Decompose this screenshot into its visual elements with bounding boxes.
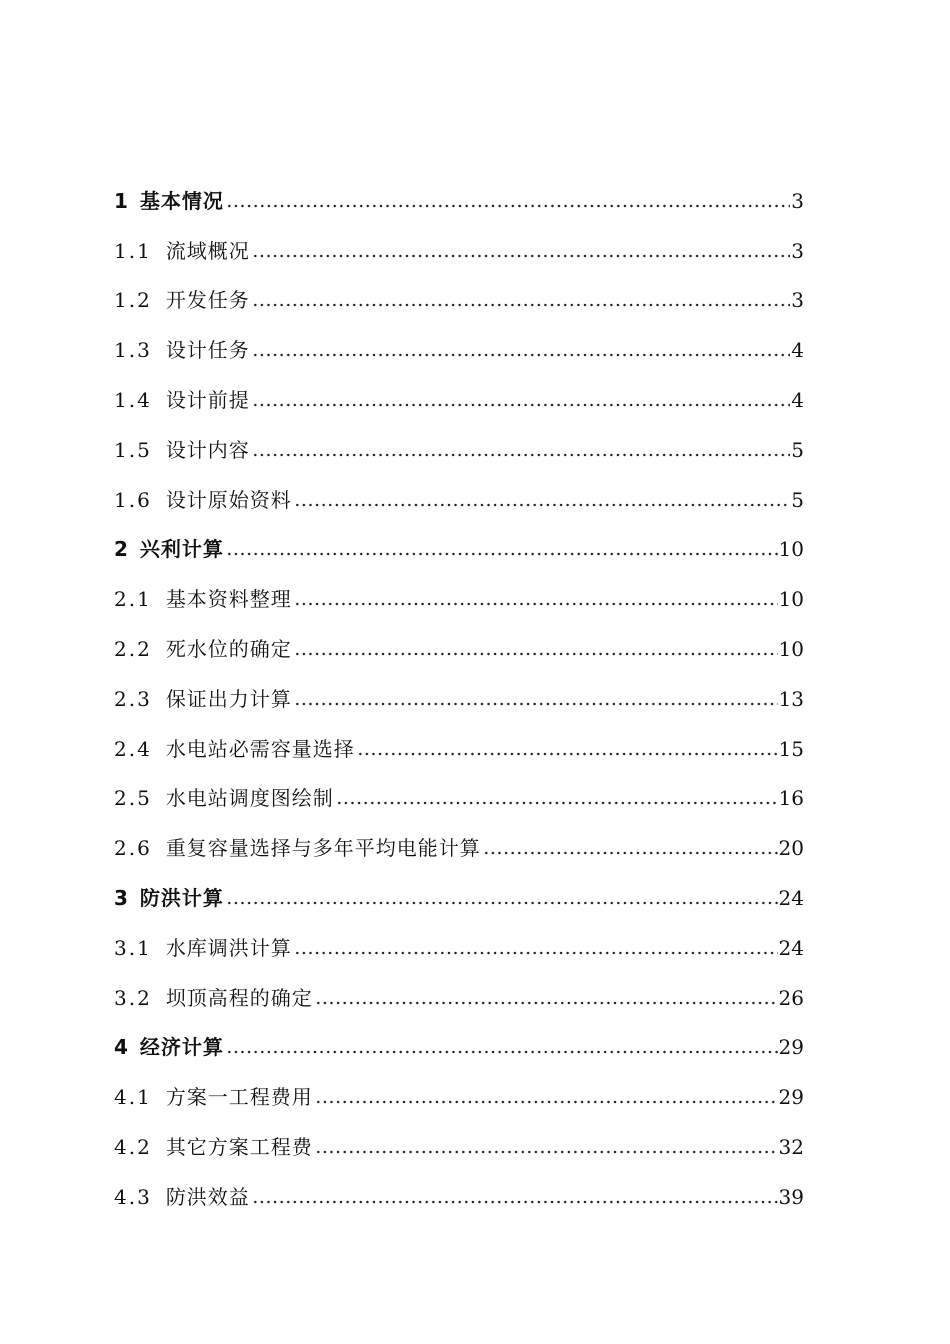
dot-leader [294,651,778,657]
toc-entry-title: 设计原始资料 [165,487,292,512]
toc-entry-title: 基本资料整理 [165,587,292,612]
toc-section-entry[interactable] [114,1172,804,1222]
toc-entry-number: 1.1 [114,238,152,263]
toc-entry-page-number: 39 [778,1184,804,1209]
toc-section-entry[interactable] [114,325,804,375]
toc-entry-title: 设计内容 [165,437,250,462]
dot-leader [315,1099,778,1105]
toc-entry-page-number: 24 [778,885,804,910]
toc-entry-number: 1.2 [114,288,152,313]
toc-entry-title: 基本情况 [139,188,224,213]
toc-entry-title: 经济计算 [139,1035,224,1060]
dot-leader [315,1149,778,1155]
toc-entry-number: 4.1 [114,1085,152,1110]
toc-entry-title: 防洪计算 [139,885,224,910]
toc-section-entry[interactable] [114,973,804,1023]
toc-section-entry[interactable] [114,774,804,824]
toc-entry-number: 1.3 [114,338,152,363]
toc-entry-number: 1.4 [114,387,152,412]
toc-section-entry[interactable] [114,724,804,774]
dot-leader [294,701,778,707]
toc-section-entry[interactable] [114,276,804,326]
toc-chapter-entry[interactable] [114,176,804,226]
dot-leader [226,203,790,209]
toc-entry-number: 2.3 [114,686,152,711]
toc-section-entry[interactable] [114,375,804,425]
toc-entry-page-number: 4 [791,338,804,363]
toc-entry-title: 兴利计算 [139,537,224,562]
dot-leader [226,1049,778,1055]
toc-entry-page-number: 10 [778,537,804,562]
toc-entry-title: 开发任务 [165,288,250,313]
dot-leader [336,800,778,806]
dot-leader [226,551,778,557]
toc-entry-title: 防洪效益 [165,1184,250,1209]
toc-entry-title: 保证出力计算 [165,686,292,711]
dot-leader [483,850,778,856]
dot-leader [252,302,790,308]
toc-entry-title: 坝顶高程的确定 [165,985,313,1010]
toc-entry-number: 3.2 [114,985,152,1010]
dot-leader [294,601,778,607]
toc-entry-title: 重复容量选择与多年平均电能计算 [165,836,481,861]
toc-entry-title: 方案一工程费用 [165,1085,313,1110]
toc-entry-title: 水库调洪计算 [165,935,292,960]
toc-entry-page-number: 24 [778,935,804,960]
toc-section-entry[interactable] [114,226,804,276]
toc-entry-page-number: 3 [791,288,804,313]
toc-entry-page-number: 13 [778,686,804,711]
toc-section-entry[interactable] [114,475,804,525]
toc-entry-title: 水电站调度图绘制 [165,786,334,811]
toc-section-entry[interactable] [114,674,804,724]
toc-entry-number: 2.1 [114,587,152,612]
toc-entry-page-number: 32 [778,1134,804,1159]
toc-entry-page-number: 20 [778,836,804,861]
toc-entry-number: 2 [114,537,128,562]
toc-entry-title: 设计任务 [165,338,250,363]
toc-entry-number: 4 [114,1035,128,1060]
toc-section-entry[interactable] [114,574,804,624]
toc-entry-title: 死水位的确定 [165,636,292,661]
toc-entry-title: 水电站必需容量选择 [165,736,355,761]
toc-entry-page-number: 5 [791,487,804,512]
toc-entry-number: 2.5 [114,786,152,811]
toc-entry-page-number: 4 [791,387,804,412]
toc-entry-number: 1.5 [114,437,152,462]
dot-leader [315,1000,778,1006]
toc-entry-page-number: 3 [791,188,804,213]
dot-leader [252,253,790,259]
dot-leader [252,402,790,408]
toc-section-entry[interactable] [114,425,804,475]
dot-leader [294,502,790,508]
toc-entry-page-number: 26 [778,985,804,1010]
toc-entry-page-number: 15 [778,736,804,761]
toc-entry-page-number: 3 [791,238,804,263]
dot-leader [294,950,778,956]
toc-section-entry[interactable] [114,923,804,973]
toc-entry-number: 4.3 [114,1184,152,1209]
toc-entry-page-number: 29 [778,1035,804,1060]
toc-entry-page-number: 29 [778,1085,804,1110]
dot-leader [252,352,790,358]
toc-entry-page-number: 10 [778,636,804,661]
toc-entry-title: 设计前提 [165,387,250,412]
dot-leader [252,1199,778,1205]
dot-leader [226,900,778,906]
toc-section-entry[interactable] [114,624,804,674]
toc-entry-number: 1 [114,188,128,213]
toc-entry-title: 其它方案工程费 [165,1134,313,1159]
table-of-contents [114,176,804,1222]
toc-entry-page-number: 16 [778,786,804,811]
toc-chapter-entry[interactable] [114,1023,804,1073]
toc-entry-number: 2.2 [114,636,152,661]
toc-entry-number: 1.6 [114,487,152,512]
toc-section-entry[interactable] [114,1072,804,1122]
toc-entry-number: 3 [114,885,128,910]
dot-leader [252,452,790,458]
toc-entry-page-number: 10 [778,587,804,612]
toc-chapter-entry[interactable] [114,525,804,575]
dot-leader [357,751,778,757]
toc-entry-title: 流域概况 [165,238,250,263]
toc-entry-number: 2.6 [114,836,152,861]
toc-entry-number: 4.2 [114,1134,152,1159]
toc-section-entry[interactable] [114,823,804,873]
toc-entry-page-number: 5 [791,437,804,462]
toc-chapter-entry[interactable] [114,873,804,923]
toc-entry-number: 2.4 [114,736,152,761]
toc-entry-number: 3.1 [114,935,152,960]
toc-section-entry[interactable] [114,1122,804,1172]
